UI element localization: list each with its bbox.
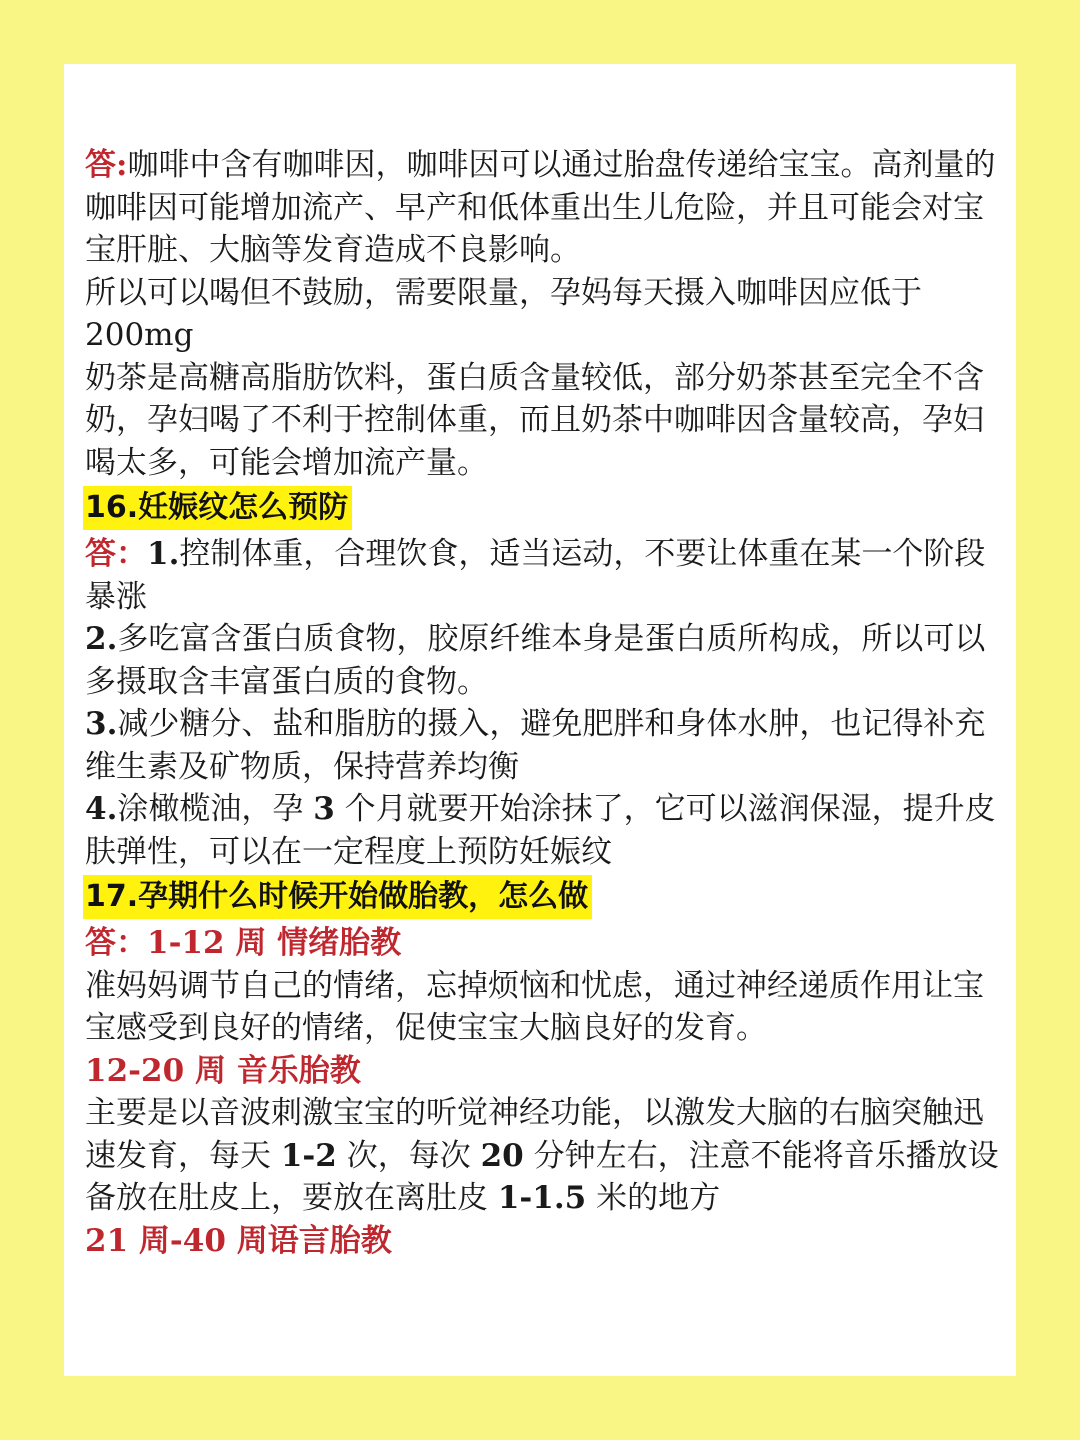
item-text-number: 3 — [313, 791, 335, 827]
q17-stage2-heading: 12-20 周 音乐胎教 — [85, 1052, 361, 1089]
q17-stage1-text: 准妈妈调节自己的情绪，忘掉烦恼和忧虑，通过神经递质作用让宝宝感受到良好的情绪，促使宝宝大脑良好的发育。 — [85, 967, 984, 1046]
q17-stage1-heading — [85, 922, 1000, 965]
item-number: 3. — [85, 706, 118, 742]
q16-item-3 — [85, 703, 1000, 788]
q15-answer-paragraph — [85, 144, 1000, 272]
item-number: 4. — [85, 791, 118, 827]
stage2-text: 分钟左右，注意不能将音乐播放设备放在肚皮上，要放在离肚皮 — [85, 1137, 999, 1216]
q17-stage2-text — [85, 1092, 1000, 1220]
article-body — [85, 144, 1000, 1262]
q16-item-1 — [85, 533, 1000, 618]
q16-heading: 16.妊娠纹怎么预防 — [83, 486, 352, 530]
q15-answer-text: 咖啡中含有咖啡因，咖啡因可以通过胎盘传递给宝宝。高剂量的咖啡因可能增加流产、早产和低体重出生儿危险，并且可能会对宝宝肝脏、大脑等发育造成不良影响。 — [85, 147, 996, 268]
q16-item-4 — [85, 788, 1000, 873]
stage1-title: 1-12 周 情绪胎教 — [147, 925, 402, 961]
item-text: 控制体重，合理饮食，适当运动，不要让体重在某一个阶段暴涨 — [85, 536, 986, 615]
q17-heading: 17.孕期什么时候开始做胎教，怎么做 — [83, 875, 592, 919]
item-text: 个月就要开始涂抹了，它可以滋润保湿，提升皮肤弹性，可以在一定程度上预防妊娠纹 — [85, 791, 996, 870]
q15-milk-tea-paragraph: 奶茶是高糖高脂肪饮料，蛋白质含量较低，部分奶茶甚至完全不含奶，孕妇喝了不利于控制体重，而且奶茶中咖啡因含量较高，孕妇喝太多，可能会增加流产量。 — [85, 359, 984, 481]
item-text: 多吃富含蛋白质食物，胶原纤维本身是蛋白质所构成，所以可以多摄取含丰富蛋白质的食物。 — [85, 621, 986, 700]
q15-limit-paragraph: 所以可以喝但不鼓励，需要限量，孕妈每天摄入咖啡因应低于200mg — [85, 274, 922, 353]
answer-label: 答： — [85, 925, 147, 961]
stage2-text: 次，每次 — [336, 1137, 481, 1174]
stage2-text: 米的地方 — [586, 1180, 721, 1216]
item-number: 1. — [147, 536, 180, 572]
item-number: 2. — [85, 621, 118, 657]
q16-item-2 — [85, 618, 1000, 703]
answer-label: 答: — [85, 147, 128, 183]
item-text: 减少糖分、盐和脂肪的摄入，避免肥胖和身体水肿，也记得补充维生素及矿物质，保持营养均衡 — [85, 706, 986, 785]
q17-stage3-heading: 21 周-40 周语言胎教 — [85, 1222, 392, 1259]
content-card — [64, 64, 1016, 1376]
stage2-number: 1-1.5 — [497, 1180, 587, 1216]
answer-label: 答： — [85, 536, 147, 572]
stage2-text: 主要是以音波刺激宝宝的听觉神经功能，以激发大脑的右脑突触迅速发育，每天 — [85, 1095, 984, 1174]
item-text: 涂橄榄油，孕 — [117, 791, 314, 827]
stage2-number: 1-2 — [280, 1137, 337, 1174]
stage2-number: 20 — [480, 1137, 524, 1174]
